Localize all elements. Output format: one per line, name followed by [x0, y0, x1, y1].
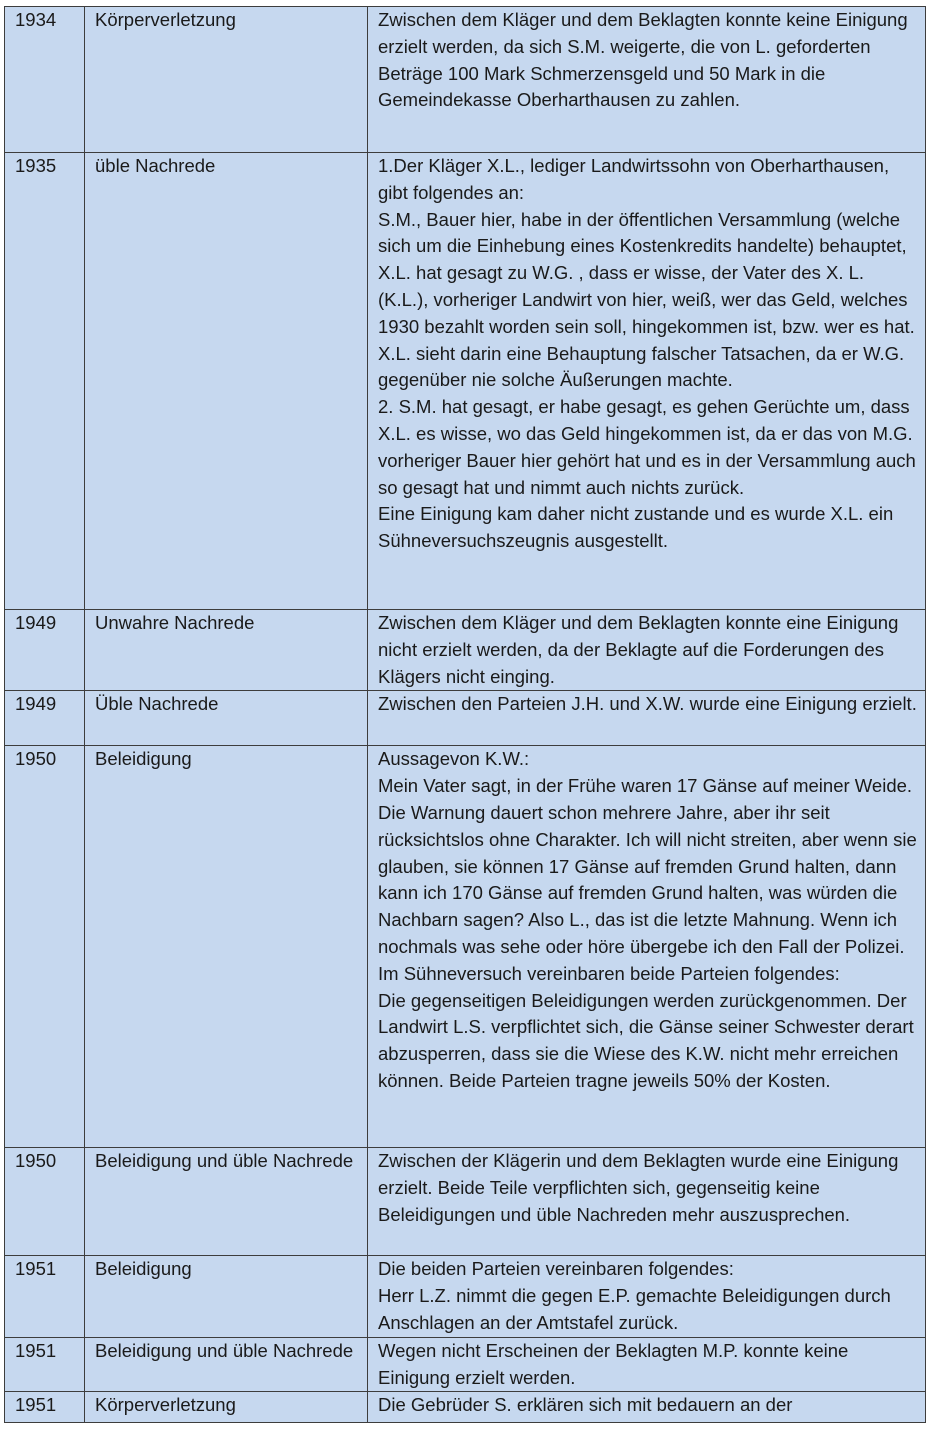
description-cell: [368, 1392, 926, 1423]
description-paragraph: Eine Einigung kam daher nicht zustande und es wurde X.L. ein Sühneversuchszeugnis ausgestellt.: [378, 503, 894, 552]
table-row: [5, 1337, 926, 1392]
description-paragraph: Im Sühneversuch vereinbaren beide Parteien folgendes:: [378, 962, 840, 984]
table-row: [5, 1392, 926, 1423]
table-row: [5, 1256, 926, 1337]
year-cell: 1950: [5, 746, 85, 1148]
records-table: [4, 6, 926, 1423]
table-row: [5, 1148, 926, 1256]
description-paragraph: 2. S.M. hat gesagt, er habe gesagt, es gehen Gerüchte um, dass X.L. es wisse, wo das Geld hingekommen ist, da er das von M.G. vorheriger Bauer hier gehört hat und es in der Versammlung auch so gesagt hat und nimmt auch nichts zurück.: [378, 396, 916, 498]
table-row: [5, 7, 926, 153]
description-cell: [368, 7, 926, 153]
offense-type-cell: Beleidigung: [85, 1256, 368, 1337]
year-cell: 1950: [5, 1148, 85, 1256]
description-cell: [368, 691, 926, 746]
description-paragraph: Zwischen dem Kläger und dem Beklagten konnte keine Einigung erzielt werden, da sich S.M. weigerte, die von L. geforderten Beträge 100 Mark Schmerzensgeld und 50 Mark in die Gemeindekasse Oberharthausen zu zahlen.: [378, 9, 908, 111]
year-cell: 1951: [5, 1337, 85, 1392]
offense-type-cell: Beleidigung: [85, 746, 368, 1148]
offense-type-cell: Üble Nachrede: [85, 691, 368, 746]
year-cell: 1934: [5, 7, 85, 153]
description-cell: [368, 746, 926, 1148]
description-cell: [368, 610, 926, 691]
description-paragraph: Herr L.Z. nimmt die gegen E.P. gemachte Beleidigungen durch Anschlagen an der Amtstafel zurück.: [378, 1285, 891, 1333]
table-row: [5, 153, 926, 610]
offense-type-cell: Körperverletzung: [85, 1392, 368, 1423]
year-cell: 1949: [5, 610, 85, 691]
year-cell: 1949: [5, 691, 85, 746]
description-paragraph: Die beiden Parteien vereinbaren folgendes:: [378, 1258, 734, 1280]
description-paragraph: Wegen nicht Erscheinen der Beklagten M.P. konnte keine Einigung erzielt werden.: [378, 1339, 849, 1388]
description-paragraph: Zwischen den Parteien J.H. und X.W. wurde eine Einigung erzielt.: [378, 693, 917, 715]
year-cell: 1951: [5, 1256, 85, 1337]
description-paragraph: Zwischen dem Kläger und dem Beklagten konnte eine Einigung nicht erzielt werden, da der Beklagte auf die Forderungen des Klägers nicht einging.: [378, 612, 899, 687]
description-paragraph: Die Gebrüder S. erklären sich mit bedauern an der: [378, 1394, 793, 1416]
description-cell: [368, 153, 926, 610]
description-paragraph: Zwischen der Klägerin und dem Beklagten wurde eine Einigung erzielt. Beide Teile verpflichten sich, gegenseitig keine Beleidigungen und üble Nachreden mehr auszusprechen.: [378, 1150, 899, 1225]
description-cell: [368, 1337, 926, 1392]
offense-type-cell: Beleidigung und üble Nachrede: [85, 1148, 368, 1256]
description-paragraph: S.M., Bauer hier, habe in der öffentlichen Versammlung (welche sich um die Einhebung eines Kostenkredits handelte) behauptet, X.L. hat gesagt zu W.G. , dass er wisse, der Vater des X. L. (K.L.), vorheriger Landwirt von hier, weiß, wer das Geld, welches 1930 bezahlt worden sein soll, hingekommen ist, bzw. wer es hat. X.L. sieht darin eine Behauptung falscher Tatsachen, da er W.G. gegenüber nie solche Äußerungen machte.: [378, 208, 915, 391]
year-cell: 1951: [5, 1392, 85, 1423]
description-paragraph: Die gegenseitigen Beleidigungen werden zurückgenommen. Der Landwirt L.S. verpflichtet sich, die Gänse seiner Schwester derart abzusperren, dass sie die Wiese des K.W. nicht mehr erreichen können. Beide Parteien tragne jeweils 50% der Kosten.: [378, 989, 914, 1091]
table-row: [5, 691, 926, 746]
offense-type-cell: Unwahre Nachrede: [85, 610, 368, 691]
description-cell: [368, 1256, 926, 1337]
offense-type-cell: üble Nachrede: [85, 153, 368, 610]
table-row: [5, 746, 926, 1148]
description-cell: [368, 1148, 926, 1256]
offense-type-cell: Beleidigung und üble Nachrede: [85, 1337, 368, 1392]
description-paragraph: Aussagevon K.W.:: [378, 748, 530, 770]
description-paragraph: 1.Der Kläger X.L., lediger Landwirtssohn von Oberharthausen, gibt folgendes an:: [378, 155, 890, 203]
year-cell: 1935: [5, 153, 85, 610]
table-row: [5, 610, 926, 691]
offense-type-cell: Körperverletzung: [85, 7, 368, 153]
description-paragraph: Mein Vater sagt, in der Frühe waren 17 Gänse auf meiner Weide. Die Warnung dauert schon mehrere Jahre, aber ihr seit rücksichtslos ohne Charakter. Ich will nicht streiten, aber wenn sie glauben, sie können 17 Gänse auf fremden Grund halten, dann kann ich 170 Gänse auf fremden Grund halten, was würden die Nachbarn sagen? Also L., das ist die letzte Mahnung. Wenn ich nochmals was sehe oder höre übergebe ich den Fall der Polizei.: [378, 775, 917, 957]
